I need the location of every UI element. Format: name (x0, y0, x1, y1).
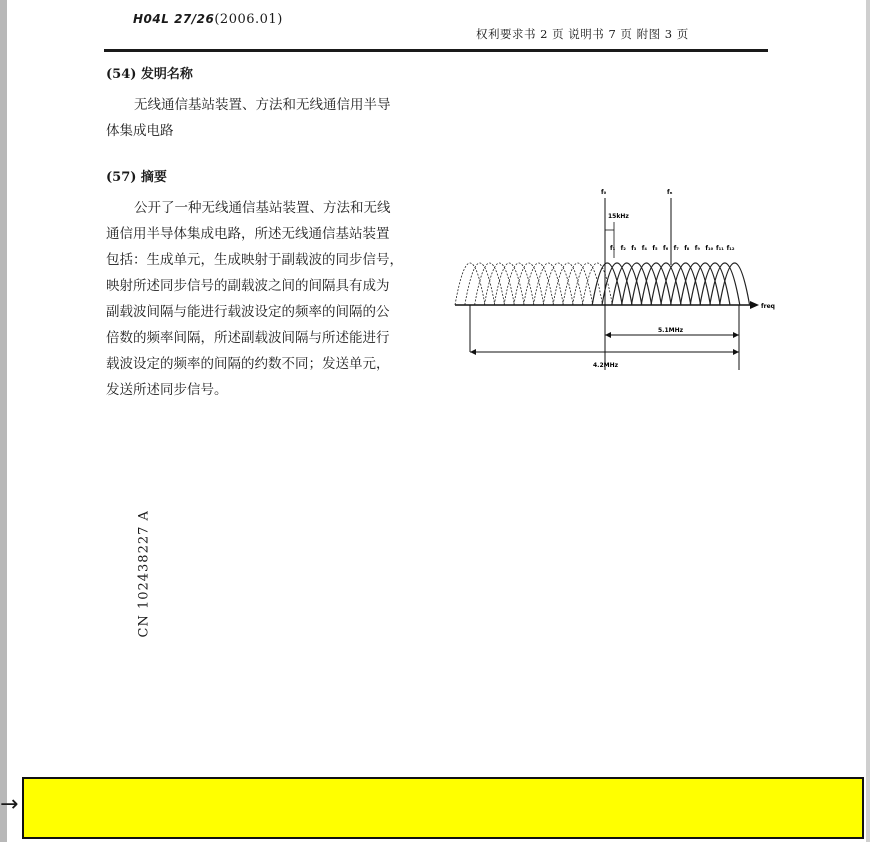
abstract-line: 载波设定的频率的间隔的约数不同；发送单元， (106, 356, 390, 372)
subcarrier-label: f₉ (694, 245, 701, 252)
pointer-arrow-icon: → (0, 792, 19, 817)
subcarrier-arc (641, 263, 671, 305)
classification-code: H04L 27/26(2006.01) (133, 12, 283, 27)
span-arrow-right-icon (733, 332, 739, 338)
subcarrier-arc (680, 263, 710, 305)
abstract-line: 倍数的频率间隔，所述副载波间隔与所述能进行 (106, 330, 390, 346)
subcarrier-arc (543, 263, 573, 305)
subcarrier-arc (671, 263, 701, 305)
subcarrier-arc (504, 263, 534, 305)
abstract-line: 包括：生成单元，生成映射于副载波的同步信号， (106, 252, 403, 268)
classification-date: (2006.01) (214, 12, 283, 27)
subcarrier-arc (475, 263, 505, 305)
subcarrier-arc (573, 263, 603, 305)
total-label: 4.2MHz (593, 362, 619, 369)
subcarrier-label: f₅ (652, 245, 658, 252)
abstract-line: 映射所述同步信号的副载波之间的间隔具有成为 (106, 278, 390, 294)
subcarrier-arc (484, 263, 514, 305)
title-text (106, 92, 436, 144)
subcarrier-arc (553, 263, 583, 305)
subcarrier-arc (661, 263, 691, 305)
subcarrier-arc (622, 263, 652, 305)
title-line-2: 体集成电路 (106, 123, 174, 139)
abstract-heading: (57) 摘要 (106, 170, 167, 185)
subcarrier-label: f₁₂ (726, 245, 735, 252)
total-arrow-right-icon (733, 349, 739, 355)
subcarrier-diagram (450, 180, 775, 380)
patent-number-vertical: CN 102438227 A (136, 510, 152, 638)
subcarrier-arc (690, 263, 720, 305)
span-label: 5.1MHz (658, 327, 684, 334)
subcarrier-arc (700, 263, 730, 305)
subcarrier-label: f₃ (631, 245, 637, 252)
axis-label: freq (761, 303, 775, 310)
window-right-border (866, 0, 870, 842)
subcarrier-arc (602, 263, 632, 305)
subcarrier-arc (465, 263, 495, 305)
spacing-label: 15kHz (608, 213, 629, 220)
page-counts: 权利要求书 2 页 说明书 7 页 附图 3 页 (476, 27, 689, 41)
f0-label: f₀ (601, 189, 607, 196)
subcarrier-arc (651, 263, 681, 305)
abstract-line: 发送所述同步信号。 (106, 382, 228, 398)
subcarrier-arc (631, 263, 661, 305)
subcarrier-label: f₄ (641, 245, 648, 252)
subcarrier-arc (533, 263, 563, 305)
subcarrier-label: f₈ (684, 245, 690, 252)
subcarrier-arc (563, 263, 593, 305)
subcarrier-arc (494, 263, 524, 305)
subcarrier-label: f₇ (673, 245, 679, 252)
subcarrier-label: f₁ (610, 245, 616, 252)
axis-arrow-icon (750, 301, 759, 309)
abstract-line: 通信用半导体集成电路，所述无线通信基站装置 (106, 226, 390, 242)
subcarrier-arcs (455, 263, 750, 305)
subcarrier-label: f₁₀ (705, 245, 714, 252)
abstract-line: 公开了一种无线通信基站装置、方法和无线 (134, 200, 391, 216)
span-arrow-left-icon (605, 332, 611, 338)
abstract-line: 副载波间隔与能进行载波设定的频率的间隔的公 (106, 304, 390, 320)
subcarrier-figure (450, 180, 775, 380)
subcarrier-arc (720, 263, 750, 305)
fn-label: fₙ (667, 189, 673, 196)
subcarrier-arc (592, 263, 622, 305)
subcarrier-arc (710, 263, 740, 305)
subcarrier-label: f₁₁ (716, 245, 724, 252)
subcarrier-arc (582, 263, 612, 305)
window-left-border (0, 0, 7, 842)
subcarrier-arc (455, 263, 485, 305)
subcarrier-arc (524, 263, 554, 305)
header-rule (104, 49, 768, 52)
abstract-text (106, 195, 436, 403)
highlight-box (22, 777, 864, 839)
subcarrier-arc (514, 263, 544, 305)
subcarrier-labels (610, 245, 735, 252)
title-heading: (54) 发明名称 (106, 67, 193, 82)
subcarrier-arc (612, 263, 642, 305)
subcarrier-label: f₆ (663, 245, 669, 252)
subcarrier-label: f₂ (620, 245, 626, 252)
title-line-1: 无线通信基站装置、方法和无线通信用半导 (134, 97, 391, 113)
total-arrow-left-icon (470, 349, 476, 355)
